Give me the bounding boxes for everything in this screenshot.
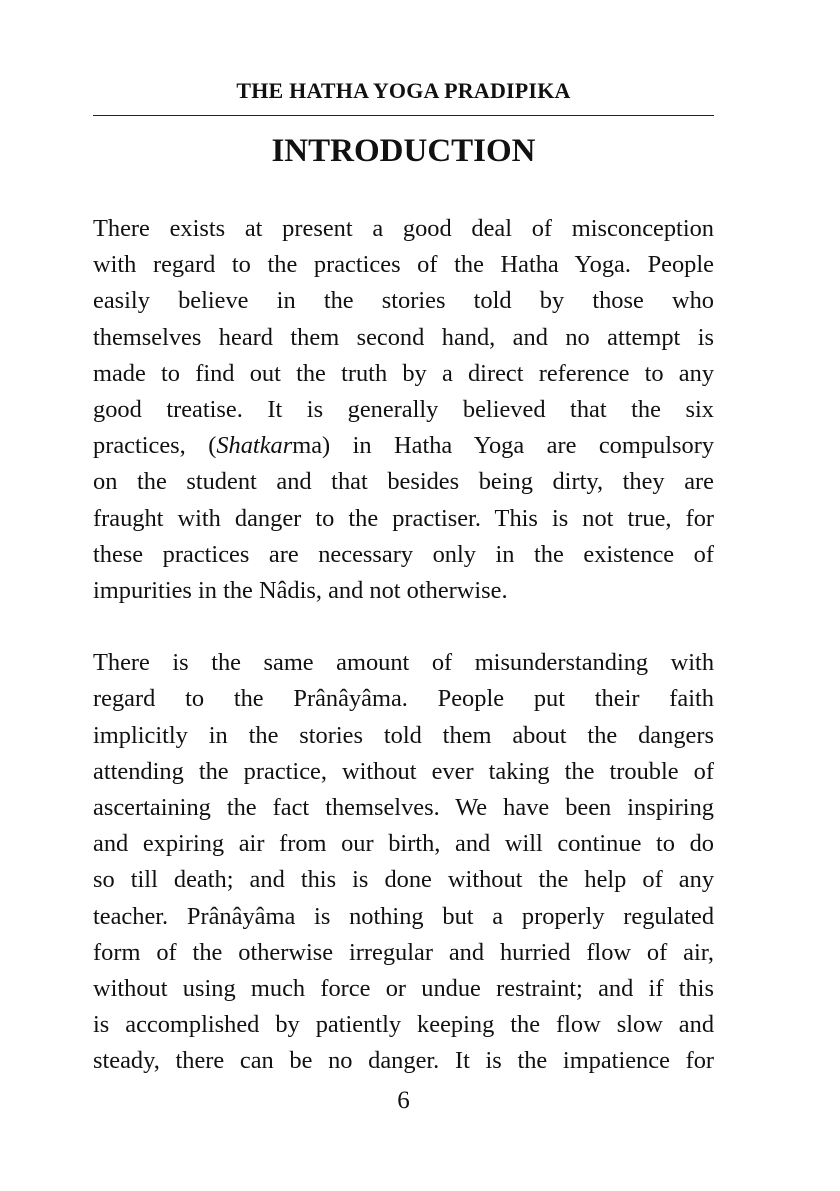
paragraph-1	[93, 211, 714, 609]
text-line: and expiring air from our birth, and will continue to do	[93, 830, 714, 858]
text-line: without using much force or undue restraint; and if this	[93, 975, 714, 1003]
text-line: ascertaining the fact themselves. We have been inspiring	[93, 794, 714, 822]
text-line: is accomplished by patiently keeping the flow slow and	[93, 1011, 715, 1039]
text-line: easily believe in the stories told by those who	[93, 287, 715, 315]
text-line: with regard to the practices of the Hatha Yoga. People	[93, 251, 714, 279]
text-line: fraught with danger to the practiser. This is not true, for	[93, 504, 715, 532]
text-line: form of the otherwise irregular and hurried flow of air,	[93, 938, 715, 966]
header-rule	[93, 115, 714, 116]
text-line: steady, there can be no danger. It is the impatience for	[93, 1047, 715, 1075]
text-fragment: practices, (	[93, 432, 217, 460]
paragraph-2	[93, 645, 714, 1079]
text-line: these practices are necessary only in the existence of	[93, 540, 715, 568]
text-line: regard to the Prânâyâma. People put their faith	[93, 685, 714, 713]
text-fragment: ma) in Hatha Yoga are compulsory	[292, 432, 715, 460]
text-line: teacher. Prânâyâma is nothing but a properly regulated	[93, 902, 715, 930]
text-line: made to find out the truth by a direct reference to any	[93, 359, 715, 387]
book-page	[93, 0, 714, 1191]
text-line: themselves heard them second hand, and no attempt is	[93, 323, 714, 351]
chapter-title: INTRODUCTION	[271, 133, 536, 169]
page-number: 6	[397, 1087, 410, 1114]
text-line: on the student and that besides being dirty, they are	[93, 468, 714, 496]
text-line: so till death; and this is done without the help of any	[93, 866, 715, 894]
italic-term: Shatkar	[216, 432, 293, 460]
text-line: There exists at present a good deal of misconception	[93, 215, 714, 242]
text-line: implicitly in the stories told them about the dangers	[93, 721, 714, 749]
text-line: impurities in the Nâdis, and not otherwise.	[93, 577, 508, 605]
text-line: attending the practice, without ever taking the trouble of	[93, 757, 714, 785]
text-line: good treatise. It is generally believed that the six	[93, 396, 714, 424]
running-header: THE HATHA YOGA PRADIPIKA	[236, 78, 571, 103]
body-text	[93, 211, 714, 1116]
text-line: There is the same amount of misunderstanding with	[93, 649, 715, 677]
text-line-with-italic	[93, 428, 714, 464]
